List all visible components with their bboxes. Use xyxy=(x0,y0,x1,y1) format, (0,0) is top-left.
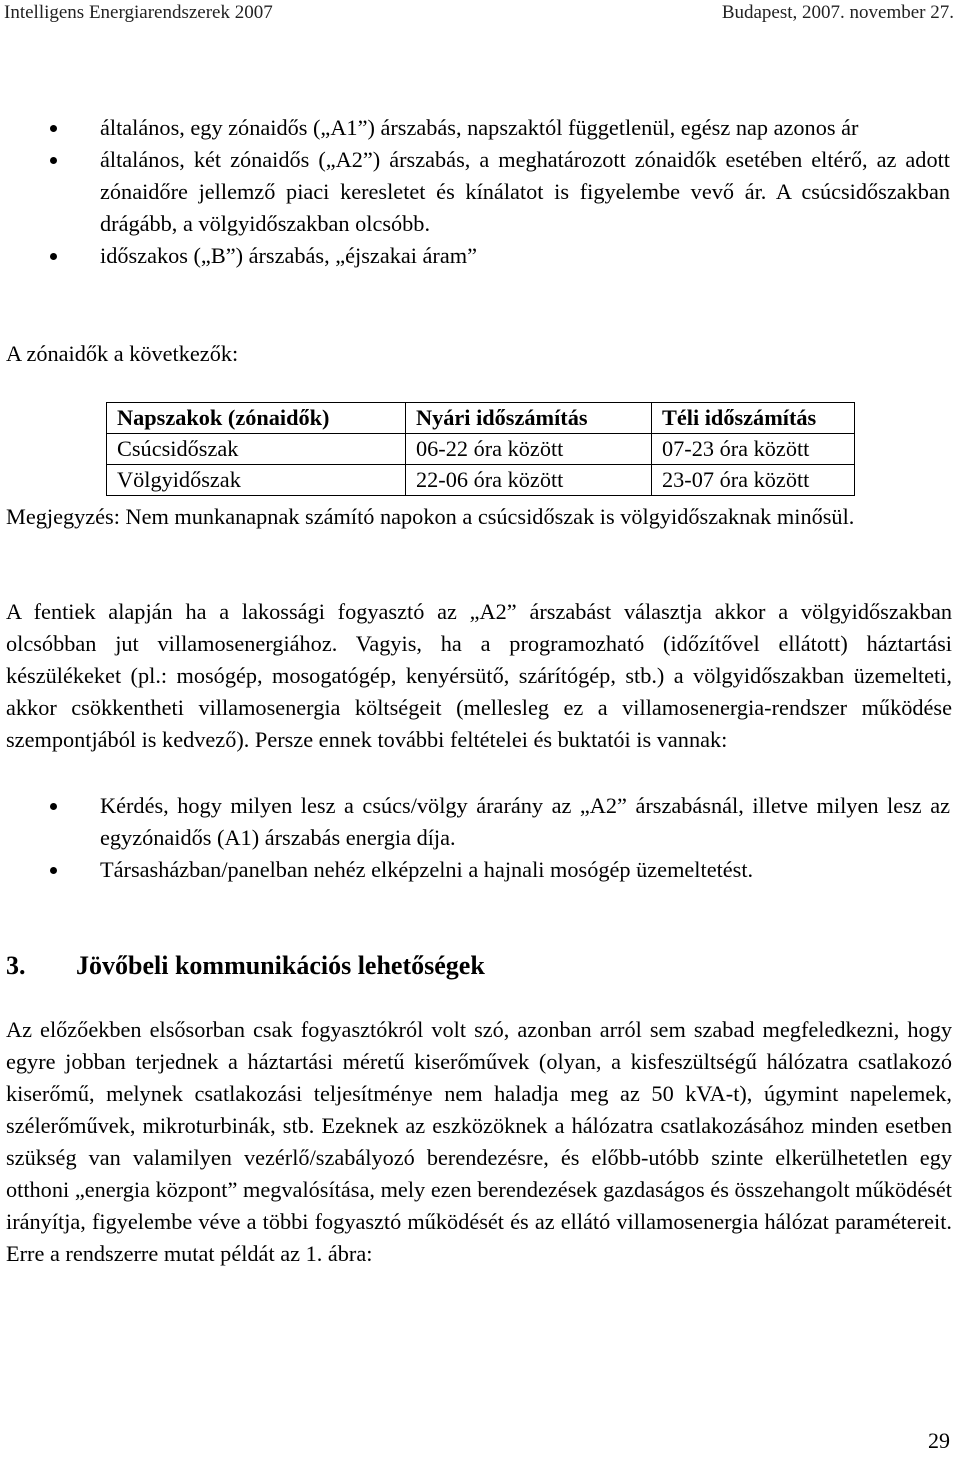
note-paragraph: Megjegyzés: Nem munkanapnak számító napokon a csúcsidőszak is völgyidőszaknak minősül. xyxy=(6,504,855,529)
section-number: 3. xyxy=(6,951,26,980)
conditions-bullet-list xyxy=(0,790,960,886)
table-cell: 23-07 óra között xyxy=(652,465,855,496)
page-number: 29 xyxy=(928,1428,950,1453)
list-item xyxy=(0,144,960,240)
zones-table xyxy=(106,402,855,496)
list-item xyxy=(0,112,960,144)
list-item-text: Kérdés, hogy milyen lesz a csúcs/völgy árarány az „A2” árszabásnál, illetve milyen lesz az egyzónaidős (A1) árszabás energia díja. xyxy=(100,793,950,850)
list-item-text: időszakos („B”) árszabás, „éjszakai áram” xyxy=(100,243,477,268)
list-item xyxy=(0,854,960,886)
bullet-icon xyxy=(50,157,57,164)
section-title: Jövőbeli kommunikációs lehetőségek xyxy=(76,951,485,980)
bullet-icon xyxy=(50,867,57,874)
table-cell: Völgyidőszak xyxy=(107,465,406,496)
bullet-icon xyxy=(50,803,57,810)
table-row xyxy=(107,465,855,496)
table-header-cell: Nyári időszámítás xyxy=(406,403,652,434)
zones-intro: A zónaidők a következők: xyxy=(6,341,239,366)
section-heading xyxy=(6,948,485,984)
bullet-icon xyxy=(50,253,57,260)
table-row xyxy=(107,434,855,465)
table-cell: 22-06 óra között xyxy=(406,465,652,496)
list-item xyxy=(0,240,960,272)
table-header-cell: Napszakok (zónaidők) xyxy=(107,403,406,434)
list-item-text: Társasházban/panelban nehéz elképzelni a hajnali mosógép üzemeltetést. xyxy=(100,857,754,882)
list-item-text: általános, egy zónaidős („A1”) árszabás, napszaktól függetlenül, egész nap azonos ár xyxy=(100,115,859,140)
table-cell: 06-22 óra között xyxy=(406,434,652,465)
main-paragraph: A fentiek alapján ha a lakossági fogyasztó az „A2” árszabást választja akkor a völgyidőszakban olcsóbban jut villamosenergiához. Vagyis, ha a programozható (időzítővel ellátott) háztartási készülékeket (pl.: mosógép, mosogatógép, kenyérsütő, szárítógép, stb.) a völgyidőszakban üzemelteti, akkor csökkentheti villamosenergia költségeit (mellesleg ez a villamosenergia-rendszer működése szempontjából is kedvező). Persze ennek további feltételei és buktatói is vannak: xyxy=(6,599,952,752)
list-item xyxy=(0,790,960,854)
header-date-location: Budapest, 2007. november 27. xyxy=(721,2,954,23)
table-cell: 07-23 óra között xyxy=(652,434,855,465)
section-paragraph: Az előzőekben elsősorban csak fogyasztókról volt szó, azonban arról sem szabad megfeledkezni, hogy egyre jobban terjednek a háztartási méretű kiserőművek (olyan, a kisfeszültségű hálózatra csatlakozó kiserőmű, melynek csatlakozási teljesítménye nem haladja meg az 50 kVA-t), úgymint napelemek, szélerőművek, mikroturbinák, stb. Ezeknek az eszközöknek a hálózatra csatlakozásához minden esetben szükség van valamilyen vezérlő/szabályozó berendezésre, és előbb-utóbb szinte elkerülhetetlen egy otthoni „energia központ” megvalósítása, mely ezen berendezések gazdaságos és összehangolt működését irányítja, figyelembe véve a többi fogyasztó működését és az ellátó villamosenergia hálózat paramétereit. Erre a rendszerre mutat példát az 1. ábra: xyxy=(6,1017,952,1266)
table-header-cell: Téli időszámítás xyxy=(652,403,855,434)
header-conference-title: Intelligens Energiarendszerek 2007 xyxy=(4,2,273,23)
tariff-bullet-list xyxy=(0,112,960,272)
list-item-text: általános, két zónaidős („A2”) árszabás, a meghatározott zónaidők esetében eltérő, az adott zónaidőre jellemző piaci keresletet és kínálatot is figyelembe vevő ár. A csúcsidőszakban drágább, a völgyidőszakban olcsóbb. xyxy=(100,147,950,236)
table-header-row xyxy=(107,403,855,434)
bullet-icon xyxy=(50,125,57,132)
table-cell: Csúcsidőszak xyxy=(107,434,406,465)
